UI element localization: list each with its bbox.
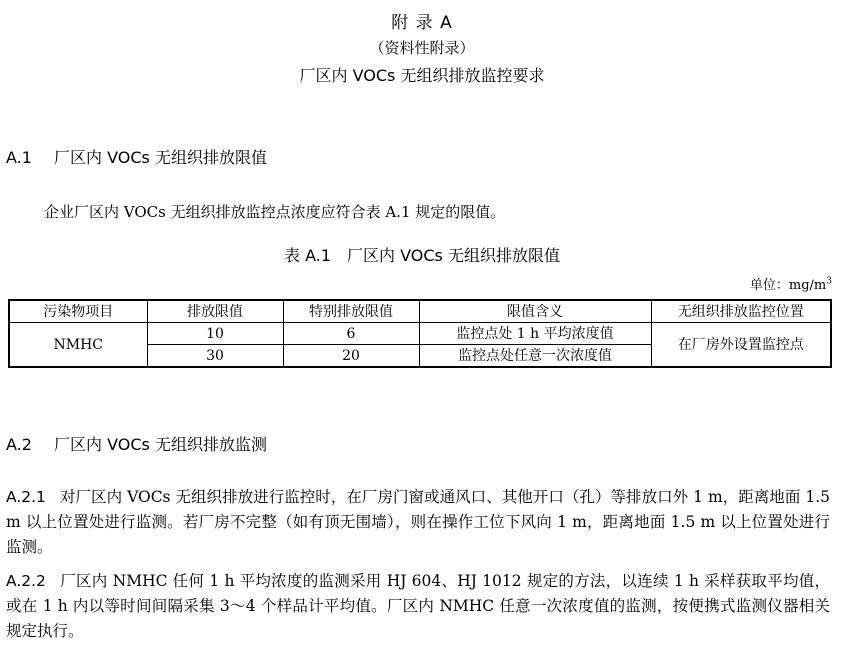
section-a1-number: A.1 <box>6 148 32 167</box>
paragraph-number: A.2.2 <box>6 572 46 590</box>
paragraph-text: 对厂区内 VOCs 无组织排放进行监控时，在厂房门窗或通风口、其他开口（孔）等排放口外 1 m，距离地面 1.5 m 以上位置处进行监测。若厂房不完整（如有顶无围墙），则在操作工位下风向 1 m，距离地面 1.5 m 以上位置处进行监测。 <box>6 488 830 556</box>
table-unit-label: 单位：mg/m <box>749 278 827 293</box>
cell-special-limit: 6 <box>283 323 419 345</box>
header-special-limit: 特别排放限值 <box>283 300 419 323</box>
header-pollutant: 污染物项目 <box>9 300 147 323</box>
cell-meaning: 监控点处 1 h 平均浓度值 <box>419 323 651 345</box>
section-a1-heading <box>6 145 267 168</box>
table-row <box>9 323 831 345</box>
section-a2-heading <box>6 432 267 455</box>
table-caption: 表 A.1 厂区内 VOCs 无组织排放限值 <box>284 246 560 265</box>
cell-location: 在厂房外设置监控点 <box>651 323 831 368</box>
section-a1-intro: 企业厂区内 VOCs 无组织排放监控点浓度应符合表 A.1 规定的限值。 <box>44 203 506 221</box>
header-limit: 排放限值 <box>147 300 283 323</box>
cell-limit: 10 <box>147 323 283 345</box>
cell-special-limit: 20 <box>283 345 419 368</box>
limits-table <box>8 299 832 368</box>
section-a2-title: 厂区内 VOCs 无组织排放监测 <box>54 435 267 454</box>
table-unit-superscript: 3 <box>826 276 832 287</box>
table-header-row <box>9 300 831 323</box>
cell-meaning: 监控点处任意一次浓度值 <box>419 345 651 368</box>
header-location: 无组织排放监控位置 <box>651 300 831 323</box>
cell-pollutant: NMHC <box>9 323 147 368</box>
cell-limit: 30 <box>147 345 283 368</box>
paragraph-a2-1 <box>6 485 830 560</box>
paragraph-a2-2 <box>6 569 830 644</box>
paragraph-text: 厂区内 NMHC 任何 1 h 平均浓度的监测采用 HJ 604、HJ 1012 规定的方法，以连续 1 h 采样获取平均值，或在 1 h 内以等时间间隔采集 3～4 个样品计平均值。厂区内 NMHC 任意一次浓度值的监测，按便携式监测仪器相关规定执行。 <box>6 572 830 640</box>
appendix-title: 附 录 A <box>391 13 453 33</box>
paragraph-number: A.2.1 <box>6 488 46 506</box>
section-a1-title: 厂区内 VOCs 无组织排放限值 <box>54 148 267 167</box>
appendix-heading: 厂区内 VOCs 无组织排放监控要求 <box>299 66 545 85</box>
table-unit <box>750 274 832 293</box>
section-a2-number: A.2 <box>6 435 32 454</box>
header-meaning: 限值含义 <box>419 300 651 323</box>
appendix-subtitle: （资料性附录） <box>369 39 475 57</box>
